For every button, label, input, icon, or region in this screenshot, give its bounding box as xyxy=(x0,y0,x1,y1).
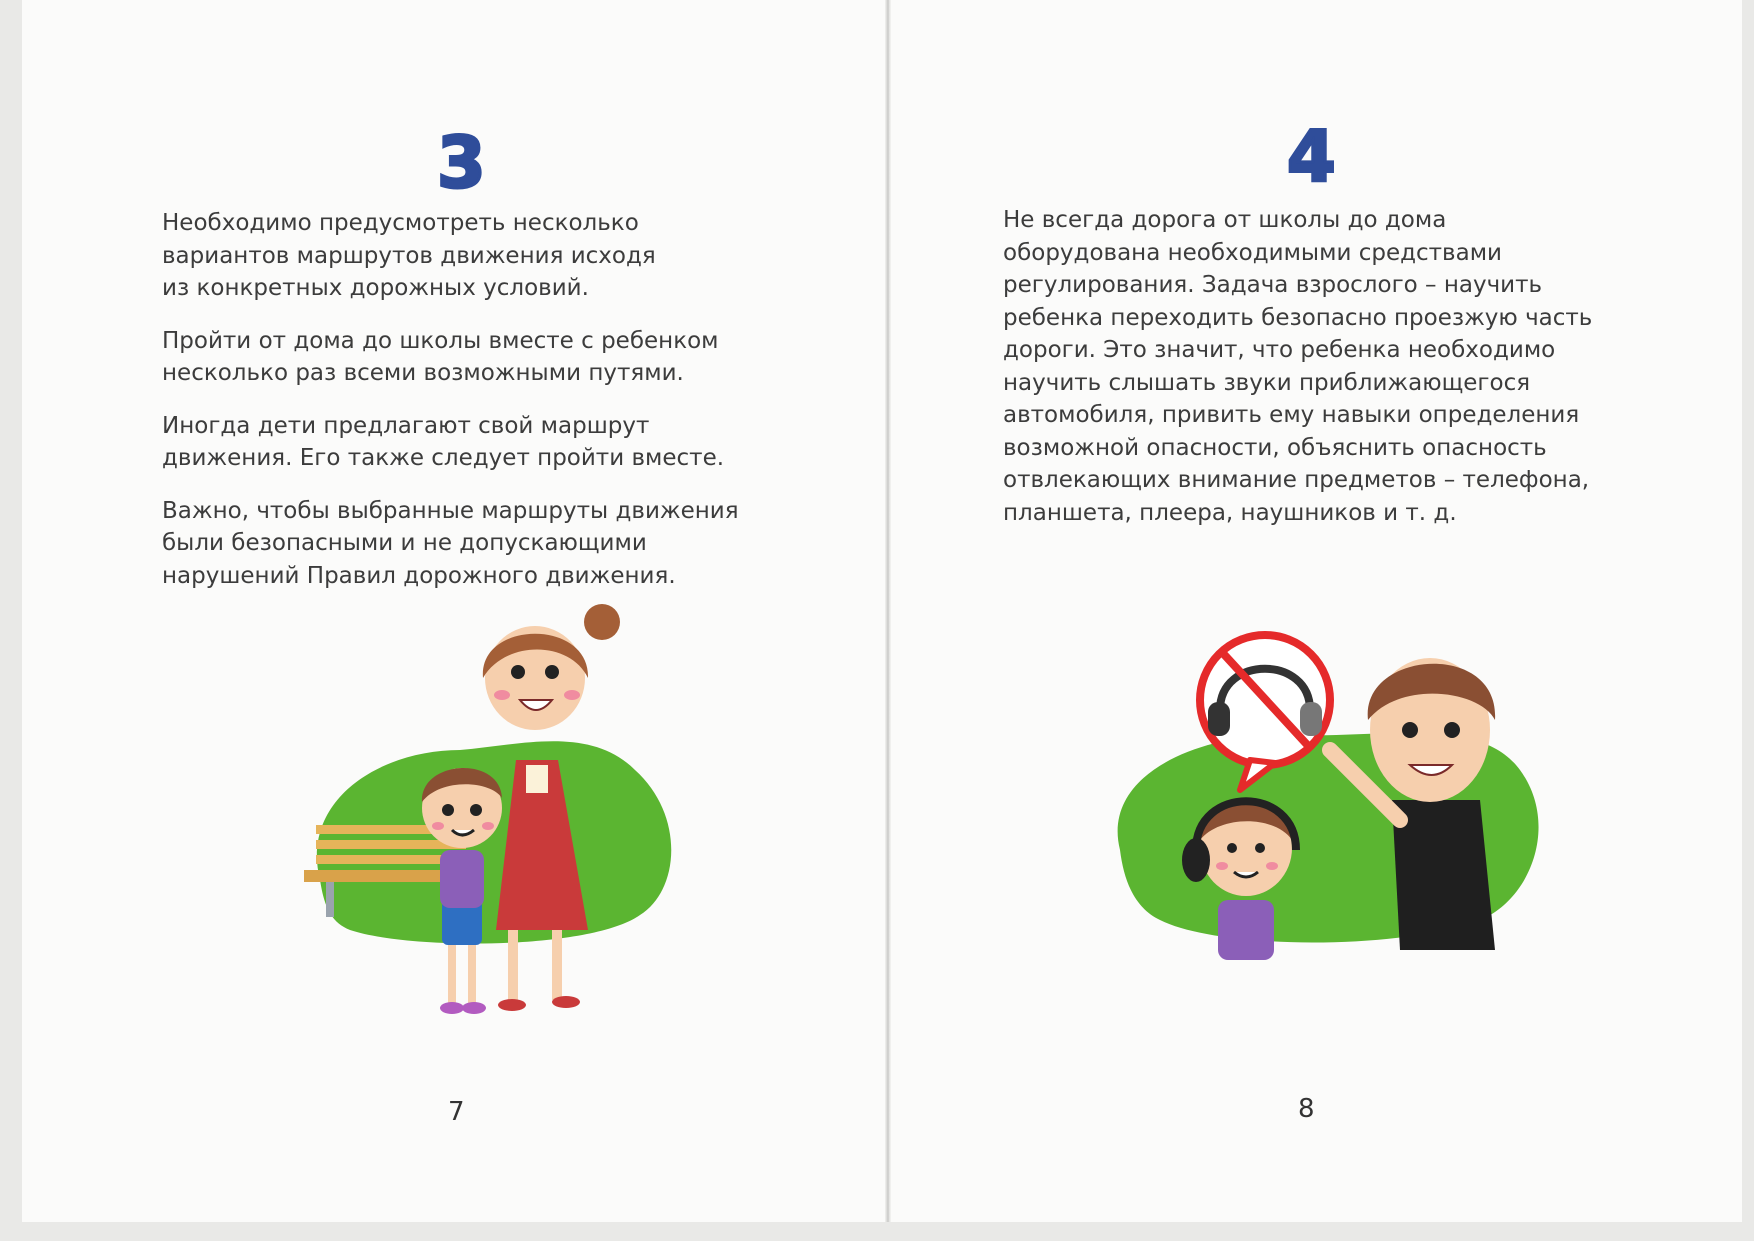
page-number: 7 xyxy=(448,1097,465,1127)
paragraph: Важно, чтобы выбранные маршруты движения были безопасными и не допускающими нарушений Правил дорожного движения. xyxy=(162,497,739,589)
father-and-child-illustration xyxy=(1100,620,1570,1020)
paragraph: Не всегда дорога от школы до дома оборудована необходимыми средствами регулирования. Задача взрослого – научить ребенка переходить безопасно проезжую часть дороги. Это значит, что ребенка необходимо научить слышать звуки приближающегося автомобиля, привить ему навыки определения возможной опасности, объяснить опасность отвлекающих внимание предметов – телефона, планшета, плеера, наушников и т. д. xyxy=(1003,207,1593,526)
paragraph: Необходимо предусмотреть несколько вариантов маршрутов движения исходя из конкретных дорожных условий. xyxy=(162,210,656,301)
booklet-spread xyxy=(22,0,1742,1222)
right-page-text xyxy=(1003,204,1703,549)
paragraph: Иногда дети предлагают свой маршрут движения. Его также следует пройти вместе. xyxy=(162,412,725,471)
paragraph: Пройти от дома до школы вместе с ребенком несколько раз всеми возможными путями. xyxy=(162,327,719,386)
left-page xyxy=(22,0,887,1222)
section-number-3: 3 xyxy=(437,122,486,204)
mother-and-child-illustration xyxy=(290,630,710,1030)
page-number: 8 xyxy=(1298,1094,1315,1124)
right-page xyxy=(890,0,1742,1222)
left-page-text xyxy=(162,207,852,612)
section-number-4: 4 xyxy=(1287,116,1336,198)
